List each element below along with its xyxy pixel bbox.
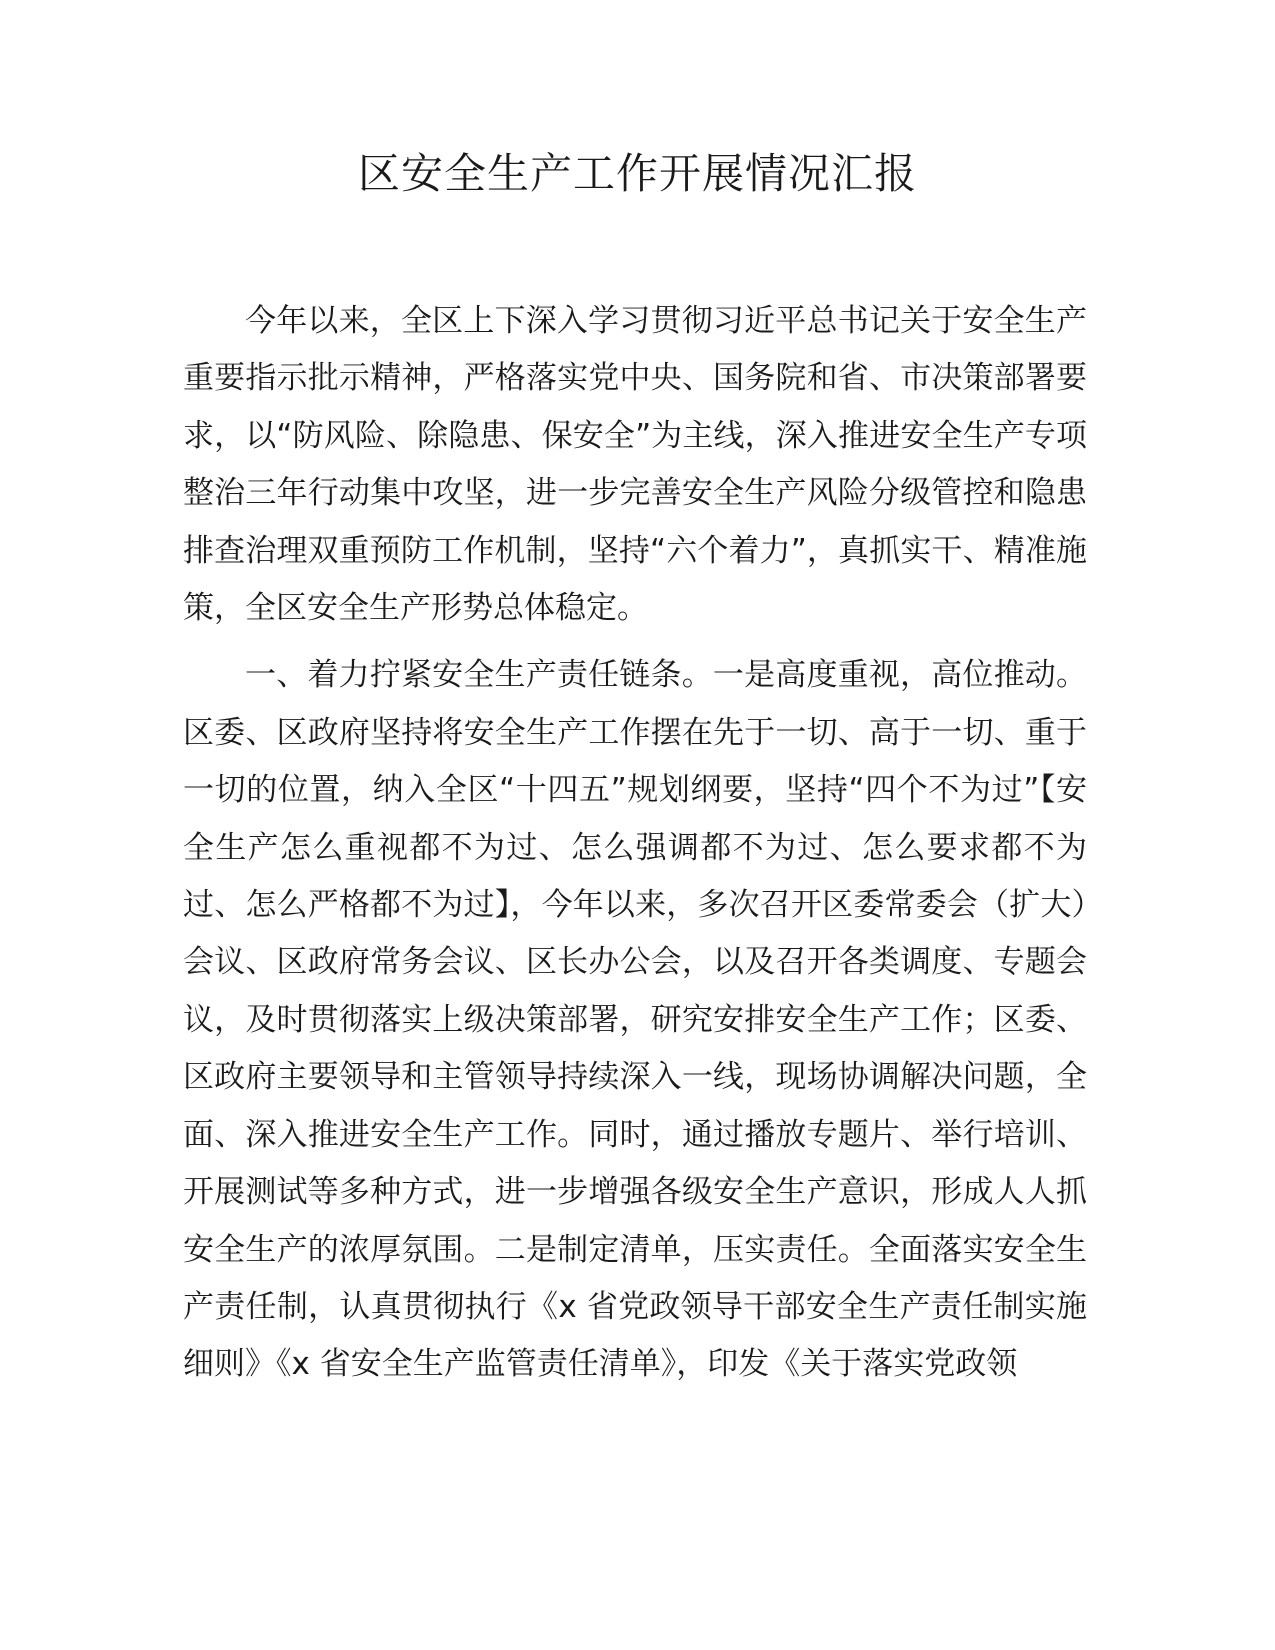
document-body (183, 293, 1087, 1404)
intro-paragraph: 今年以来，全区上下深入学习贯彻习近平总书记关于安全生产重要指示批示精神，严格落实党中央、国务院和省、市决策部署要求，以“防风险、除隐患、保安全”为主线，深入推进安全生产专项整治三年行动集中攻坚，进一步完善安全生产风险分级管控和隐患排查治理双重预防工作机制，坚持“六个着力”，真抓实干、精准施策，全区安全生产形势总体稳定。 (183, 303, 1087, 627)
section-one-paragraph: 一、着力拧紧安全生产责任链条。一是高度重视，高位推动。区委、区政府坚持将安全生产工作摆在先于一切、高于一切、重于一切的位置，纳入全区“十四五”规划纲要，坚持“四个不为过”【安全生产怎么重视都不为过、怎么强调都不为过、怎么要求都不为过、怎么严格都不为过】，今年以来，多次召开区委常委会（扩大）会议、区政府常务会议、区长办公会，以及召开各类调度、专题会议，及时贯彻落实上级决策部署，研究安排安全生产工作；区委、区政府主要领导和主管领导持续深入一线，现场协调解决问题，全面、深入推进安全生产工作。同时，通过播放专题片、举行培训、开展测试等多种方式，进一步增强各级安全生产意识，形成人人抓安全生产的浓厚氛围。二是制定清单，压实责任。全面落实安全生产责任制，认真贯彻执行《x 省党政领导干部安全生产责任制实施细则》《x 省安全生产监管责任清单》，印发《关于落实党政领 (183, 657, 1087, 1383)
document-title: 区安全生产工作开展情况汇报 (357, 149, 917, 198)
